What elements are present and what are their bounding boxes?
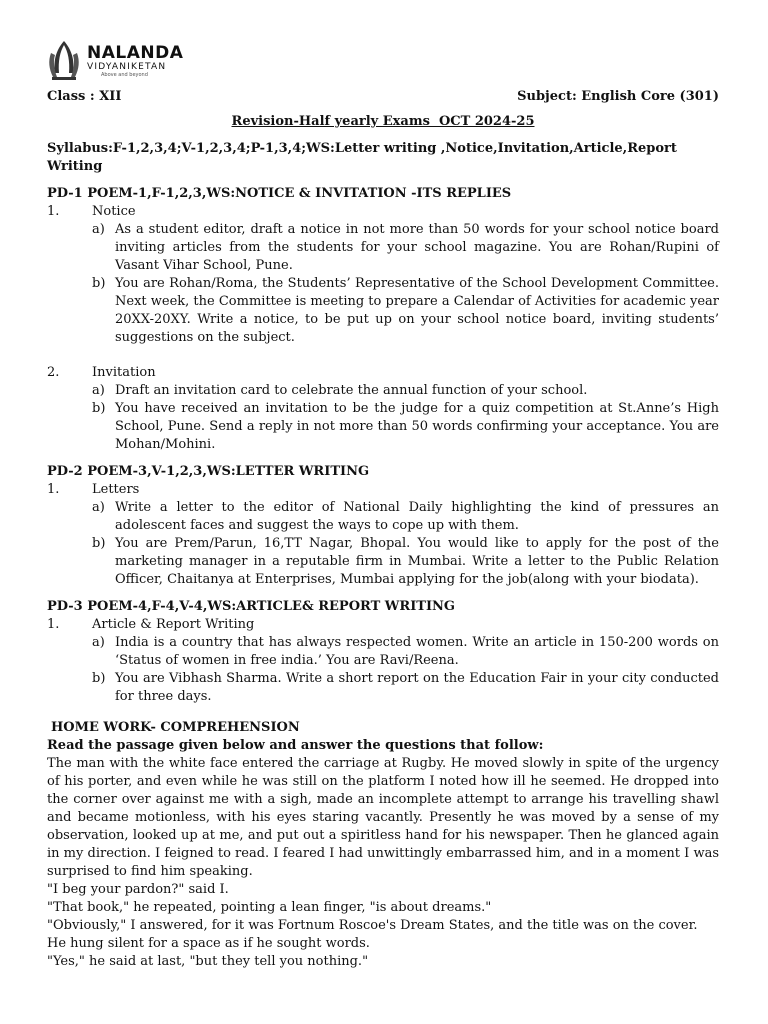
pd2-q1-b	[92, 535, 719, 589]
subject-label: Subject: English Core (301)	[517, 89, 719, 104]
logo-tagline: Above and beyond	[101, 72, 148, 78]
item-label: b)	[92, 671, 106, 686]
item-label: b)	[92, 401, 106, 416]
syllabus: Syllabus:F-1,2,3,4;V-1,2,3,4;P-1,3,4;WS:Letter writing ,Notice,Invitation,Article,Report Writing	[47, 141, 677, 174]
pd1-q2	[47, 364, 719, 382]
document-page	[47, 36, 719, 971]
item-text: Write a letter to the editor of National Daily highlighting the kind of pressures an adolescent faces and suggest the ways to cope up with them.	[115, 500, 719, 533]
page-title: Revision-Half yearly Exams OCT 2024-25	[231, 114, 535, 129]
pd1-q2-a	[92, 382, 719, 400]
lotus-logo-icon	[47, 39, 81, 83]
dialogue-line: He hung silent for a space as if he sought words.	[47, 936, 370, 951]
item-label: b)	[92, 276, 106, 291]
pd1-heading: PD-1 POEM-1,F-1,2,3,WS:NOTICE & INVITATION -ITS REPLIES	[47, 186, 512, 201]
pd2-q1-a	[92, 499, 719, 535]
item-label: a)	[92, 383, 105, 398]
question-label: Article & Report Writing	[92, 617, 255, 632]
item-text: You are Vibhash Sharma. Write a short report on the Education Fair in your city conducted for three days.	[115, 671, 719, 704]
question-number: 2.	[47, 365, 60, 380]
dialogue-line: "Obviously," I answered, for it was Fortnum Roscoe's Dream States, and the title was on the cover.	[47, 918, 698, 933]
header-row	[47, 88, 719, 106]
class-label: Class : XII	[47, 89, 122, 104]
question-label: Notice	[92, 204, 136, 219]
item-label: a)	[92, 222, 105, 237]
dialogue-line: "I beg your pardon?" said I.	[47, 882, 229, 897]
question-label: Invitation	[92, 365, 156, 380]
logo-sub: VIDYANIKETAN	[87, 62, 167, 72]
dialogue-line: "Yes," he said at last, "but they tell you nothing."	[47, 954, 369, 969]
spacer	[47, 347, 719, 364]
item-label: a)	[92, 635, 105, 650]
pd1-q1	[47, 203, 719, 221]
question-number: 1.	[47, 617, 60, 632]
question-number: 1.	[47, 204, 60, 219]
pd2-q1	[47, 481, 719, 499]
item-text: As a student editor, draft a notice in not more than 50 words for your school notice board inviting articles from the students for your school magazine. You are Rohan/Rupini of Vasant Vihar School, Pune.	[115, 222, 719, 273]
pd2-heading: PD-2 POEM-3,V-1,2,3,WS:LETTER WRITING	[47, 464, 370, 479]
item-text: India is a country that has always respected women. Write an article in 150-200 words on ‘Status of women in free india.’ You are Ravi/Reena.	[115, 635, 719, 668]
item-text: You are Rohan/Roma, the Students’ Representative of the School Development Committee. Next week, the Committee is meeting to prepare a Calendar of Activities for academic year 20XX-20XY. Write a notice, to be put up on your school notice board, inviting students’ suggestions on the subject.	[115, 276, 719, 345]
pd1-q2-b	[92, 400, 719, 454]
pd1-q1-a	[92, 221, 719, 275]
pd3-q1	[47, 616, 719, 634]
item-label: a)	[92, 500, 105, 515]
pd3-heading: PD-3 POEM-4,F-4,V-4,WS:ARTICLE& REPORT WRITING	[47, 599, 456, 614]
comprehension-passage: The man with the white face entered the carriage at Rugby. He moved slowly in spite of the urgency of his porter, and even while he was still on the platform I noted how ill he seemed. He dropped into the corner over against me with a sigh, made an incomplete attempt to arrange his travelling shawl and became motionless, with his eyes staring vacantly. Presently he was moved by a sense of my observation, looked up at me, and put out a spiritless hand for his newspaper. Then he glanced again in my direction. I feigned to read. I feared I had unwittingly embarrassed him, and in a moment I was surprised to find him speaking.	[47, 756, 719, 879]
school-logo	[47, 36, 719, 86]
pd3-q1-a	[92, 634, 719, 670]
homework-instruction: Read the passage given below and answer the questions that follow:	[47, 738, 544, 753]
pd3-q1-b	[92, 670, 719, 706]
item-text: You have received an invitation to be the judge for a quiz competition at St.Anne’s High School, Pune. Send a reply in not more than 50 words confirming your acceptance. You are Mohan/Mohini.	[115, 401, 719, 452]
item-text: Draft an invitation card to celebrate the annual function of your school.	[115, 383, 588, 398]
question-number: 1.	[47, 482, 60, 497]
homework-heading: HOME WORK- COMPREHENSION	[51, 720, 300, 735]
item-label: b)	[92, 536, 106, 551]
item-text: You are Prem/Parun, 16,TT Nagar, Bhopal. You would like to apply for the post of the marketing manager in a reputable firm in Mumbai. Write a letter to the Public Relation Officer, Chaitanya at Enterprises, Mumbai applying for the job(along with your biodata).	[115, 536, 719, 587]
logo-name: NALANDA	[87, 43, 184, 63]
question-label: Letters	[92, 482, 140, 497]
dialogue-line: "That book," he repeated, pointing a lean finger, "is about dreams."	[47, 900, 492, 915]
pd1-q1-b	[92, 275, 719, 347]
